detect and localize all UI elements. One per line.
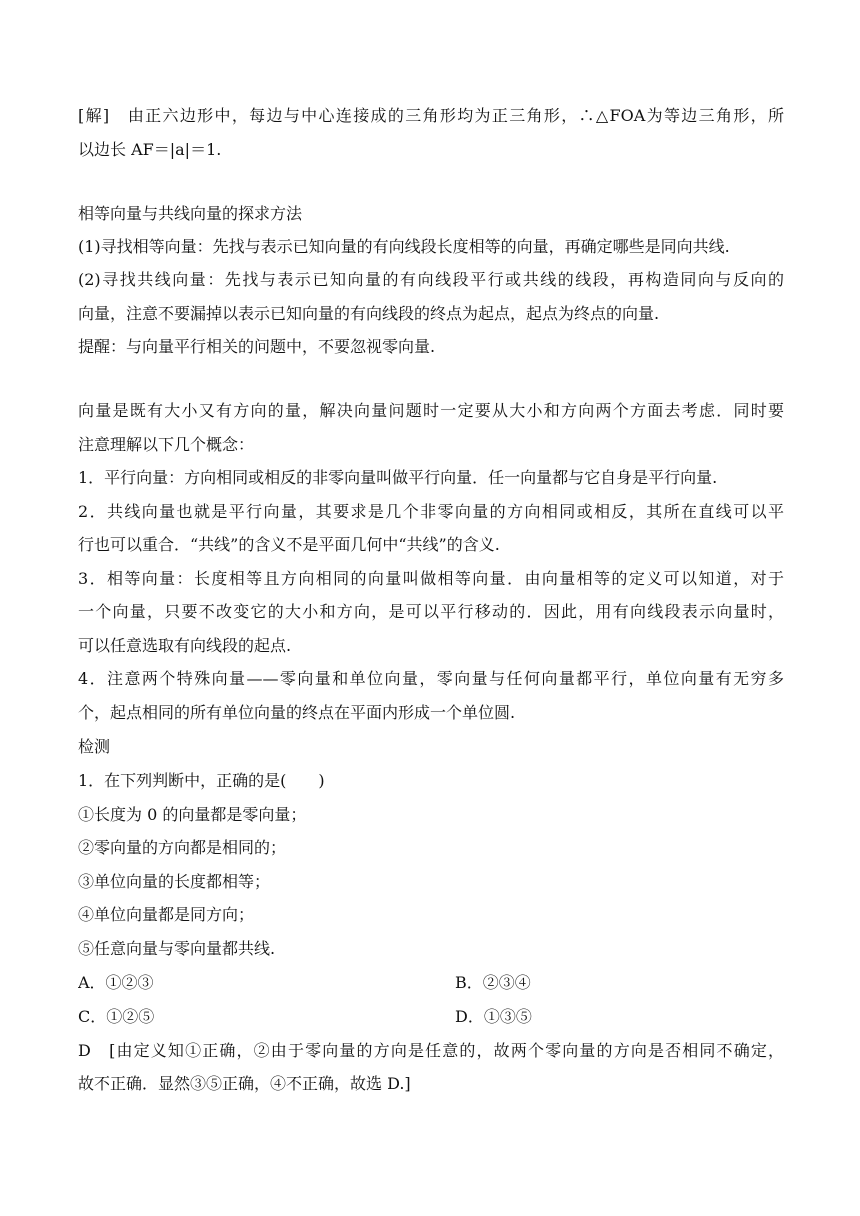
concept-2-line-2: 行也可以重合．“共线”的含义不是平面几何中“共线”的含义. xyxy=(78,535,500,554)
concepts-intro-line-1: 向量是既有大小又有方向的量，解决向量问题时一定要从大小和方向两个方面去考虑．同时要 xyxy=(78,401,784,420)
concept-4-line-1: 4．注意两个特殊向量——零向量和单位向量，零向量与任何向量都平行，单位向量有无穷多 xyxy=(78,669,784,688)
check-question: 1．在下列判断中，正确的是( ) xyxy=(78,771,325,790)
statement-3: ③单位向量的长度都相等； xyxy=(78,872,271,891)
method-title: 相等向量与共线向量的探求方法 xyxy=(78,204,303,223)
statement-4: ④单位向量都是同方向； xyxy=(78,905,255,924)
concept-2-line-1: 2．共线向量也就是平行向量，其要求是几个非零向量的方向相同或相反，其所在直线可以平 xyxy=(78,502,784,521)
option-c: C．①②⑤ xyxy=(78,1007,155,1026)
concept-3-line-1: 3．相等向量：长度相等且方向相同的向量叫做相等向量．由向量相等的定义可以知道，对于 xyxy=(78,569,784,588)
solution-line-1: [解] 由正六边形中，每边与中心连接成的三角形均为正三角形，∴△FOA为等边三角形，所 xyxy=(78,106,784,125)
method-item-2-line-1: (2)寻找共线向量：先找与表示已知向量的有向线段平行或共线的线段，再构造同向与反向的 xyxy=(78,270,784,289)
check-title: 检测 xyxy=(78,737,111,756)
concept-3-line-3: 可以任意选取有向线段的起点. xyxy=(78,636,292,655)
statement-5: ⑤任意向量与零向量都共线. xyxy=(78,939,276,958)
option-d: D．①③⑤ xyxy=(455,1007,532,1026)
concepts-intro-line-2: 注意理解以下几个概念： xyxy=(78,435,255,454)
method-item-1: (1)寻找相等向量：先找与表示已知向量的有向线段长度相等的向量，再确定哪些是同向共线. xyxy=(78,237,730,256)
statement-2: ②零向量的方向都是相同的； xyxy=(78,838,287,857)
option-b: B．②③④ xyxy=(455,973,531,992)
method-tip: 提醒：与向量平行相关的问题中，不要忽视零向量. xyxy=(78,337,436,356)
answer-line-2: 故不正确．显然③⑤正确，④不正确，故选 D.] xyxy=(78,1074,411,1093)
statement-1: ①长度为 0 的向量都是零向量； xyxy=(78,805,307,824)
solution-line-2: 以边长 AF＝|a|＝1. xyxy=(78,140,222,159)
concept-3-line-2: 一个向量，只要不改变它的大小和方向，是可以平行移动的．因此，用有向线段表示向量时， xyxy=(78,602,784,621)
option-a: A．①②③ xyxy=(78,973,154,992)
options-row-2 xyxy=(78,1007,784,1027)
concept-4-line-2: 个，起点相同的所有单位向量的终点在平面内形成一个单位圆. xyxy=(78,703,516,722)
options-row-1 xyxy=(78,973,784,993)
answer-line-1: D [由定义知①正确，②由于零向量的方向是任意的，故两个零向量的方向是否相同不确定， xyxy=(78,1041,784,1060)
concept-1: 1．平行向量：方向相同或相反的非零向量叫做平行向量．任一向量都与它自身是平行向量. xyxy=(78,468,718,487)
method-item-2-line-2: 向量，注意不要漏掉以表示已知向量的有向线段的终点为起点，起点为终点的向量. xyxy=(78,304,660,323)
